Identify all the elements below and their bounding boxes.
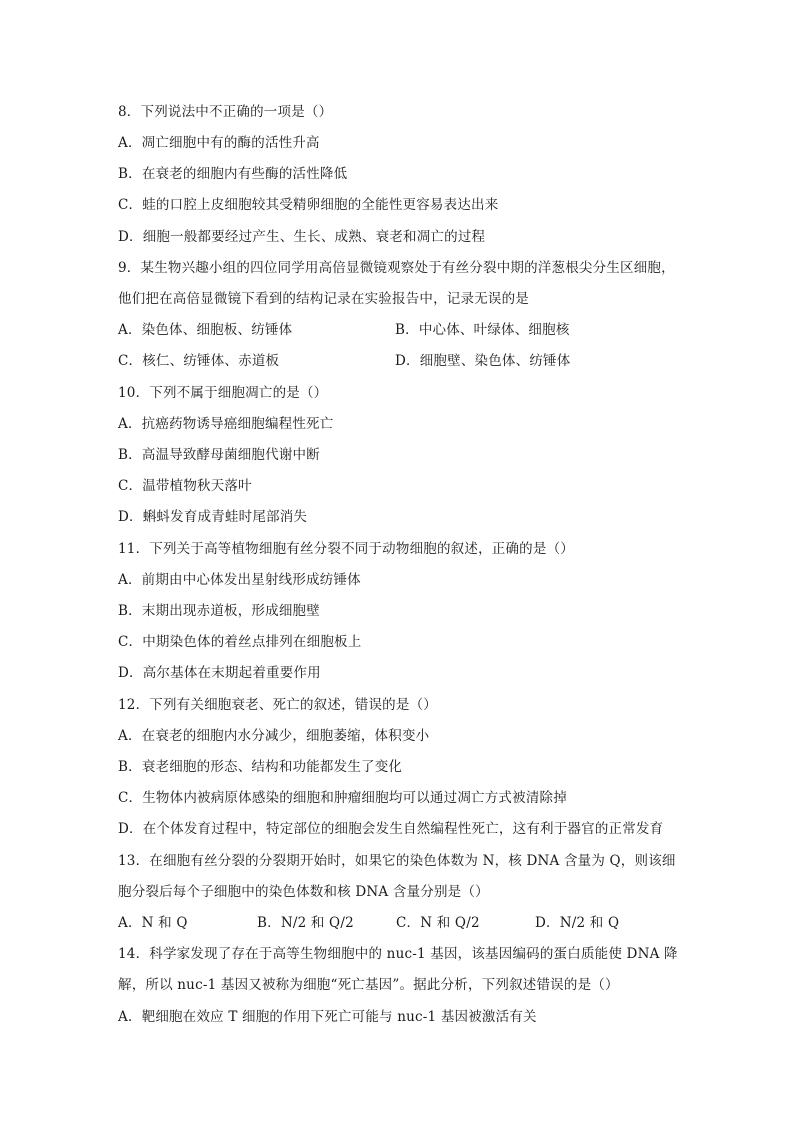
- question-14-option-a: A．靶细胞在效应 T 细胞的作用下死亡可能与 nuc-1 基因被激活有关: [118, 1009, 537, 1025]
- question-12-option-d: D．在个体发育过程中，特定部位的细胞会发生自然编程性死亡，这有利于器官的正常发育: [118, 821, 664, 837]
- question-9-option-c: C．核仁、纺锤体、赤道板: [118, 353, 280, 369]
- question-12-option-c: C．生物体内被病原体感染的细胞和肿瘤细胞均可以通过凋亡方式被清除掉: [118, 790, 567, 806]
- question-8-option-d: D．细胞一般都要经过产生、生长、成熟、衰老和凋亡的过程: [118, 229, 486, 245]
- question-12-option-a: A．在衰老的细胞内水分减少，细胞萎缩，体积变小: [118, 728, 430, 744]
- question-9-option-d: D．细胞壁、染色体、纺锤体: [395, 353, 571, 369]
- question-13-stem-line2: 胞分裂后每个子细胞中的染色体数和核 DNA 含量分别是（）: [118, 884, 489, 900]
- question-11-option-d: D．高尔基体在末期起着重要作用: [118, 665, 321, 681]
- question-14-stem-line2: 解，所以 nuc-1 基因又被称为细胞“死亡基因”。据此分析，下列叙述错误的是（）: [118, 977, 619, 993]
- question-11-option-b: B．末期出现赤道板，形成细胞壁: [118, 603, 320, 619]
- question-8-option-c: C．蛙的口腔上皮细胞较其受精卵细胞的全能性更容易表达出来: [118, 197, 499, 213]
- question-13-option-c: C．N 和 Q/2: [396, 915, 480, 931]
- question-13-option-d: D．N/2 和 Q: [535, 915, 620, 931]
- question-9-option-a: A．染色体、细胞板、纺锤体: [118, 322, 293, 338]
- question-8-option-a: A．凋亡细胞中有的酶的活性升高: [118, 135, 320, 151]
- question-9-option-b: B．中心体、叶绿体、细胞核: [395, 322, 570, 338]
- question-12-option-b: B．衰老细胞的形态、结构和功能都发生了变化: [118, 759, 403, 775]
- question-11-stem: 11．下列关于高等植物细胞有丝分裂不同于动物细胞的叙述，正确的是（）: [118, 541, 574, 557]
- question-10-option-a: A．抗癌药物诱导癌细胞编程性死亡: [118, 416, 334, 432]
- question-13-stem-line1: 13．在细胞有丝分裂的分裂期开始时，如果它的染色体数为 N，核 DNA 含量为 Q，则该细: [118, 853, 676, 869]
- question-10-stem: 10．下列不属于细胞凋亡的是（）: [118, 385, 328, 401]
- question-13-option-b: B．N/2 和 Q/2: [257, 915, 354, 931]
- question-13-option-a: A．N 和 Q: [118, 915, 188, 931]
- question-10-option-c: C．温带植物秋天落叶: [118, 478, 252, 494]
- question-8-option-b: B．在衰老的细胞内有些酶的活性降低: [118, 166, 348, 182]
- question-9-stem-line2: 他们把在高倍显微镜下看到的结构记录在实验报告中，记录无误的是: [118, 291, 529, 307]
- question-9-stem-line1: 9．某生物兴趣小组的四位同学用高倍显微镜观察处于有丝分裂中期的洋葱根尖分生区细胞，: [118, 260, 675, 276]
- question-12-stem: 12．下列有关细胞衰老、死亡的叙述，错误的是（）: [118, 697, 437, 713]
- question-10-option-b: B．高温导致酵母菌细胞代谢中断: [118, 447, 320, 463]
- question-11-option-c: C．中期染色体的着丝点排列在细胞板上: [118, 634, 362, 650]
- question-11-option-a: A．前期由中心体发出星射线形成纺锤体: [118, 572, 361, 588]
- question-8-stem: 8．下列说法中不正确的一项是（）: [118, 104, 333, 120]
- question-14-stem-line1: 14．科学家发现了存在于高等生物细胞中的 nuc-1 基因，该基因编码的蛋白质能使 DNA 降: [118, 946, 678, 962]
- question-10-option-d: D．蝌蚪发育成青蛙时尾部消失: [118, 509, 308, 525]
